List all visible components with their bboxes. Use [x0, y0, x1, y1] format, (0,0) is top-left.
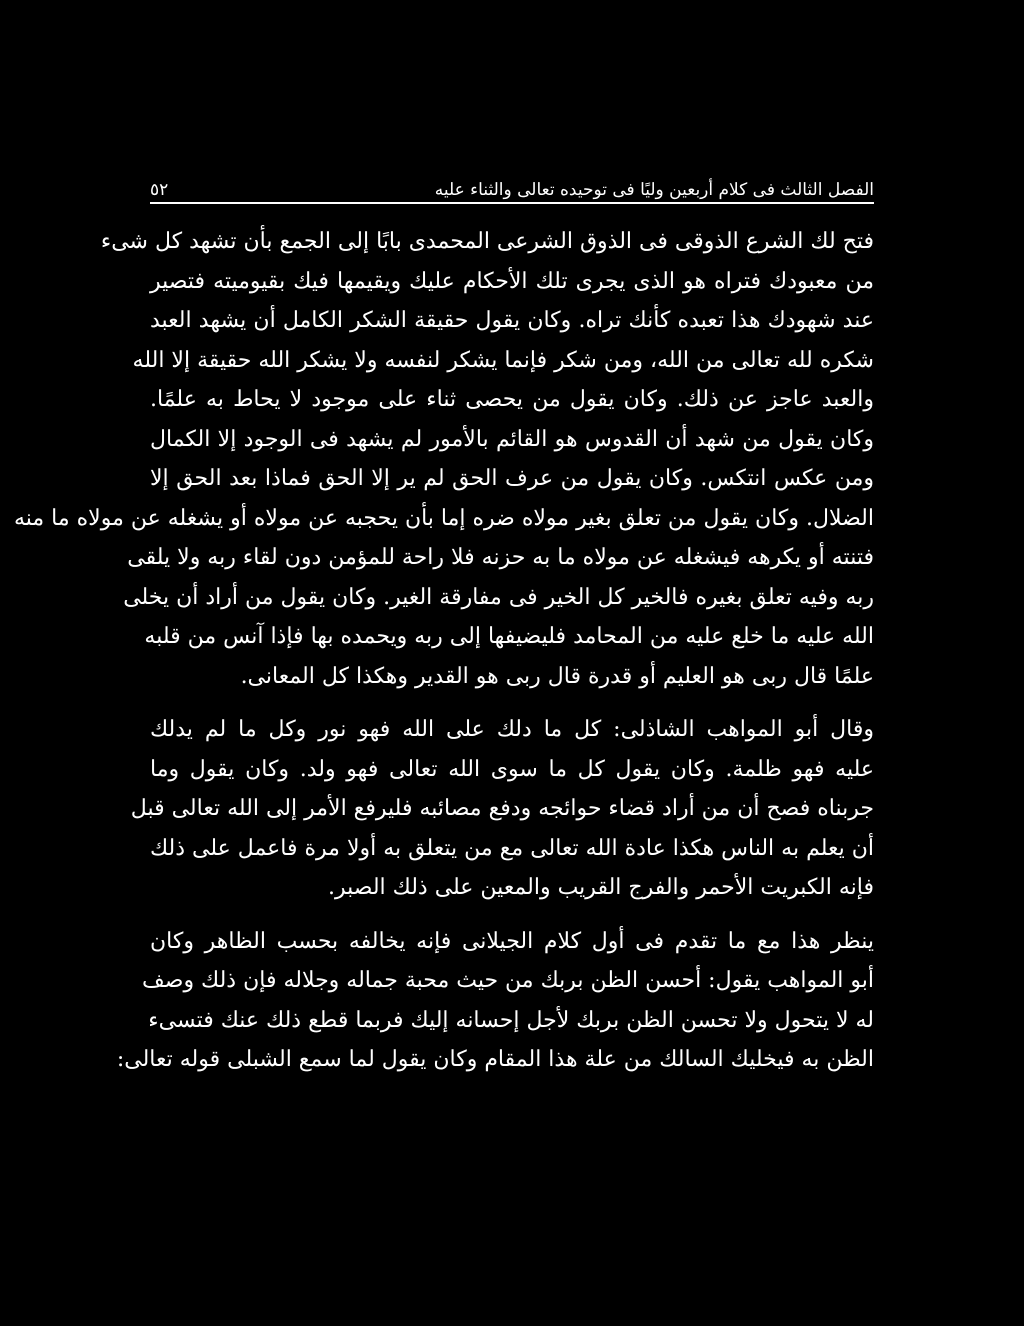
text-line: شكره لله تعالى من الله، ومن شكر فإنما يشكر لنفسه ولا يشكر الله حقيقة إلا الله — [132, 347, 874, 373]
text-line: علمًا قال ربى هو العليم أو قدرة قال ربى هو القدير وهكذا كل المعانى. — [240, 663, 874, 689]
text-line: أن يعلم به الناس هكذا عادة الله تعالى مع من يتعلق به أولا مرة فاعمل على ذلك — [150, 835, 874, 861]
body-text — [13, 222, 874, 1080]
header-rule — [150, 202, 874, 204]
paragraph-gap — [150, 696, 874, 710]
paragraph-3 — [116, 922, 874, 1080]
text-line: وكان يقول من شهد أن القدوس هو القائم بالأمور لم يشهد فى الوجود إلا الكمال — [150, 426, 874, 452]
paragraph-gap — [150, 908, 874, 922]
text-line: الله عليه ما خلع عليه من المحامد فليضيفها إلى ربه ويحمده بها فإذا آنس من قلبه — [144, 624, 874, 649]
text-line: أبو المواهب يقول: أحسن الظن بربك من حيث محبة جماله وجلاله فإن ذلك وصف — [141, 968, 874, 993]
chapter-title: الفصل الثالث فى كلام أربعين وليًا فى توحيده تعالى والثناء عليه — [434, 180, 874, 200]
text-line: والعبد عاجز عن ذلك. وكان يقول من يحصى ثناء على موجود لا يحاط به علمًا. — [150, 387, 874, 412]
text-line: فتح لك الشرع الذوقى فى الذوق الشرعى المحمدى بابًا إلى الجمع بأن تشهد كل شىء — [100, 229, 874, 254]
paragraph-2 — [130, 710, 874, 908]
page-number: ٥٢ — [150, 180, 169, 200]
text-line: ربه وفيه تعلق بغيره فالخير كل الخير فى مفارقة الغير. وكان يقول من أراد أن يخلى — [123, 584, 874, 610]
text-line: ينظر هذا مع ما تقدم فى أول كلام الجيلانى فإنه يخالفه بحسب الظاهر وكان — [150, 928, 874, 954]
text-line: فإنه الكبريت الأحمر والفرج القريب والمعين على ذلك الصبر. — [328, 875, 874, 900]
running-header — [150, 166, 874, 200]
text-line: ومن عكس انتكس. وكان يقول من عرف الحق لم ير إلا الحق فماذا بعد الحق إلا — [150, 466, 874, 491]
text-line: الظن به فيخليك السالك من علة هذا المقام وكان يقول لما سمع الشبلى قوله تعالى: — [116, 1047, 874, 1072]
text-line: فتنته أو يكرهه فيشغله عن مولاه ما به حزنه فلا راحة للمؤمن دون لقاء ربه ولا يلقى — [127, 545, 874, 570]
text-line: الضلال. وكان يقول من تعلق بغير مولاه ضره إما بأن يحجبه عن مولاه أو يشغله عن مولاه ما منه — [13, 505, 874, 531]
text-line: عليه فهو ظلمة. وكان يقول كل ما سوى الله تعالى فهو ولد. وكان يقول وما — [150, 756, 874, 782]
paragraph-1 — [13, 222, 874, 696]
text-line: جربناه فصح أن من أراد قضاء حوائجه ودفع مصائبه فليرفع الأمر إلى الله تعالى قبل — [130, 796, 874, 821]
text-line: من معبودك فتراه هو الذى يجرى تلك الأحكام عليك ويقيمها فيك بقيوميته فتصير — [150, 268, 874, 294]
text-line: عند شهودك هذا تعبده كأنك تراه. وكان يقول حقيقة الشكر الكامل أن يشهد العبد — [150, 308, 874, 333]
text-line: له لا يتحول ولا تحسن الظن بربك لأجل إحسانه إليك فربما قطع ذلك عنك فتسىء — [148, 1007, 874, 1033]
text-line: وقال أبو المواهب الشاذلى: كل ما دلك على الله فهو نور وكل ما لم يدلك — [150, 717, 874, 742]
